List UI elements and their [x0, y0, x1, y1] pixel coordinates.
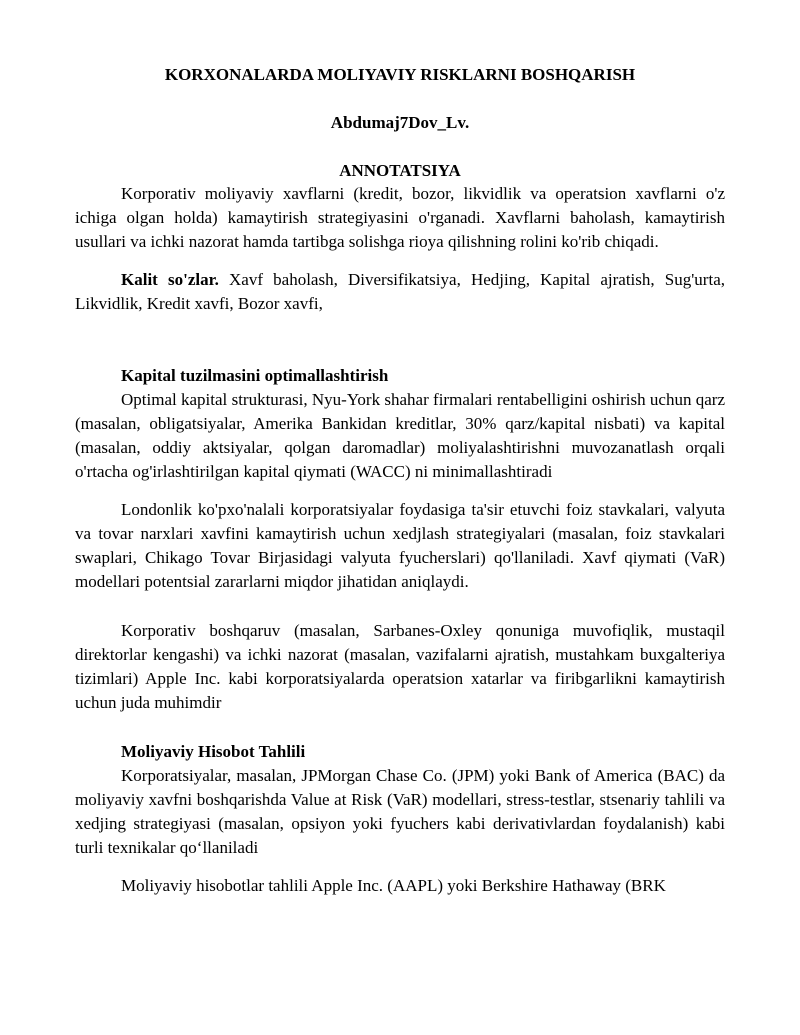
keywords-text: Xavf baholash, Diversifikatsiya, Hedjing, Kapital ajratish, Sug'urta, Likvidlik, Kredit xavfi, Bozor xavfi, [75, 270, 725, 313]
section1-paragraph-3: Korporativ boshqaruv (masalan, Sarbanes-Oxley qonuniga muvofiqlik, mustaqil direktorlar kengashi) va ichki nazorat (masalan, vazifalarni ajratish, mustahkam buxgalteriya tizimlari) Apple Inc. kabi korporatsiyalarda operatsion xatarlar va firibgarlikni kamaytirish uchun juda muhimdir [75, 621, 725, 712]
spacer [75, 594, 725, 619]
section1-paragraph-2: Londonlik ko'pxo'nalali korporatsiyalar foydasiga ta'sir etuvchi foiz stavkalari, valyuta va tovar narxlari xavfini kamaytirish uchun xedjlash strategiyalari (masalan, foiz stavkalari swaplari, Chikago Tovar Birjasidagi valyuta fyucherslari) qo'llaniladi. Xavf qiymati (VaR) modellari potentsial zararlarni miqdor jihatidan aniqlaydi. [75, 500, 725, 591]
keywords-paragraph [75, 268, 725, 316]
section2-paragraph-1: Korporatsiyalar, masalan, JPMorgan Chase Co. (JPM) yoki Bank of America (BAC) da moliyaviy xavfni boshqarishda Value at Risk (VaR) modellari, stress-testlar, stsenariy tahlili va xedjing strategiyasi (masalan, opsiyon yoki fyuchers kabi derivativlardan foydalanish) kabi turli texnikalar qo‘llaniladi [75, 766, 725, 857]
section1-paragraph-1: Optimal kapital strukturasi, Nyu-York shahar firmalari rentabelligini oshirish uchun qarz (masalan, obligatsiyalar, Amerika Bankidan kreditlar, 30% qarz/kapital nisbati) va kapital (masalan, oddiy aktsiyalar, qolgan daromadlar) moliyalashtirishni muvozanatlash orqali o'rtacha og'irlashtirilgan kapital qiymati (WACC) ni minimallashtiradi [75, 390, 725, 481]
document-page [75, 64, 725, 898]
spacer [75, 484, 725, 498]
section2-paragraph-2: Moliyaviy hisobotlar tahlili Apple Inc. (AAPL) yoki Berkshire Hathaway (BRK [121, 876, 666, 895]
spacer [75, 316, 725, 364]
annotation-paragraph: Korporativ moliyaviy xavflarni (kredit, bozor, likvidlik va operatsion xavflarni o'z ichiga olgan holda) kamaytirish strategiyasini o'rganadi. Xavflarni baholash, kamaytirish usullari va ichki nazorat hamda tartibga solishga rioya qilishning rolini ko'rib chiqadi. [75, 184, 725, 251]
section-heading-financial-report: Moliyaviy Hisobot Tahlili [121, 742, 306, 761]
section-heading-capital: Kapital tuzilmasini optimallashtirish [121, 366, 389, 385]
annotation-heading: ANNOTATSIYA [339, 161, 461, 180]
spacer [75, 860, 725, 874]
spacer [75, 254, 725, 268]
keywords-label: Kalit so'zlar. [121, 270, 219, 289]
document-title: KORXONALARDA MOLIYAVIY RISKLARNI BOSHQARISH [164, 65, 636, 84]
author-name: Abdumaj7Dov_Lv. [330, 113, 470, 132]
spacer [75, 715, 725, 740]
